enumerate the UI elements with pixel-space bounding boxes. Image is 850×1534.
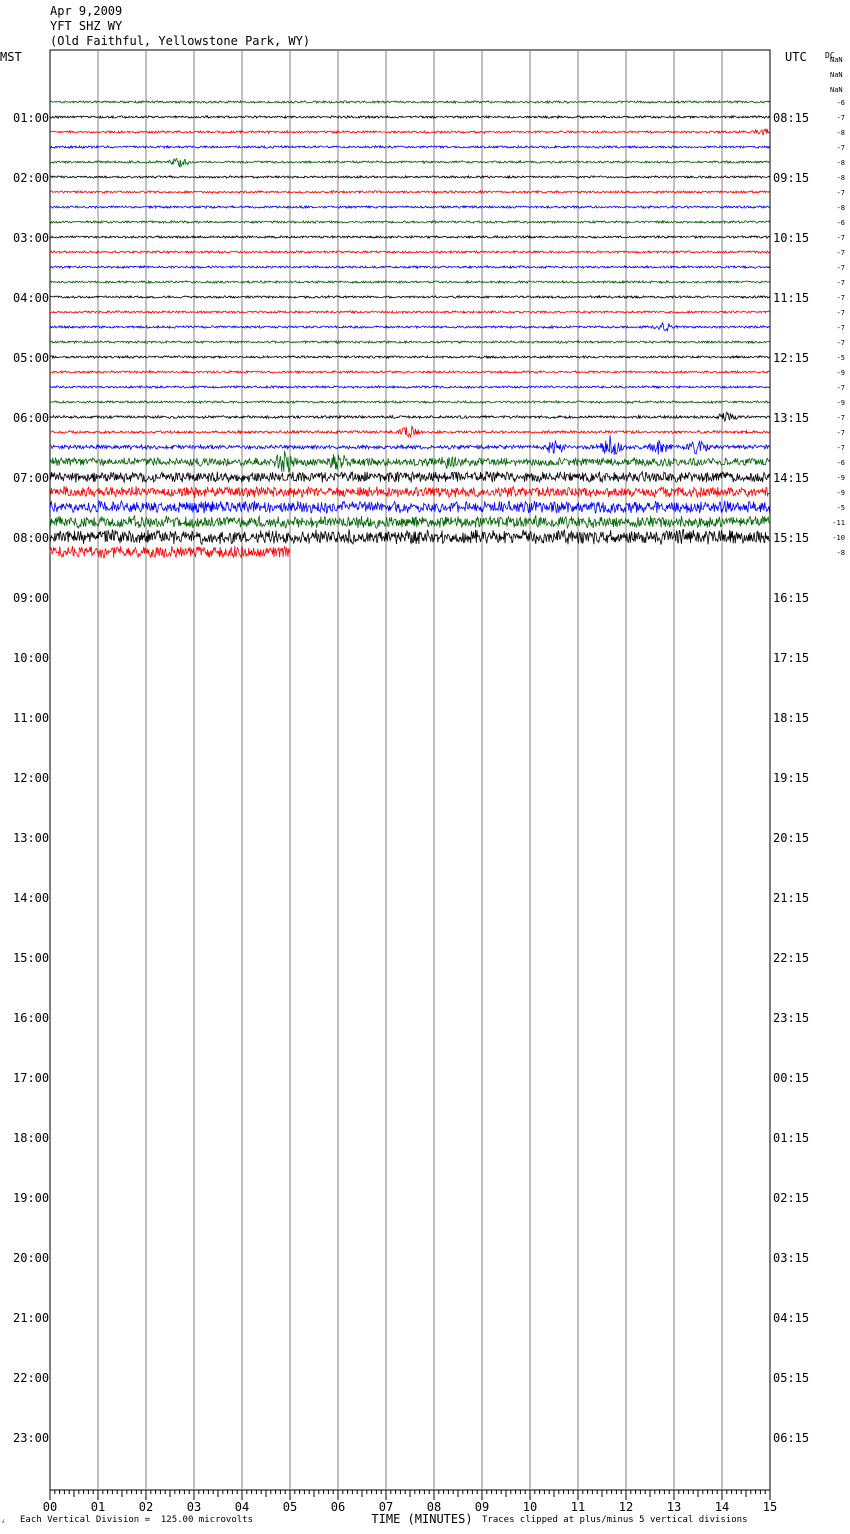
dc-offset-label: -7 — [836, 324, 845, 332]
utc-hour-label: 13:15 — [773, 411, 810, 425]
utc-hour-label: 14:15 — [773, 471, 810, 485]
minute-tick-label: 03 — [186, 1500, 202, 1514]
seismic-trace-24 — [50, 435, 770, 455]
minute-tick-label: 09 — [474, 1500, 490, 1514]
utc-hour-label: 20:15 — [773, 831, 810, 845]
scale-note: Each Vertical Division = 125.00 microvolts — [20, 1515, 253, 1525]
seismic-trace-25 — [50, 451, 770, 473]
seismic-trace-26 — [50, 472, 770, 483]
station-code: YFT SHZ WY — [50, 19, 123, 33]
mst-hour-label: 13:00 — [13, 831, 50, 845]
seismic-trace-14 — [50, 296, 770, 299]
utc-hour-label: 19:15 — [773, 771, 810, 785]
seismic-trace-27 — [50, 486, 770, 498]
seismic-trace-9 — [50, 221, 770, 224]
record-date: Apr 9,2009 — [50, 4, 123, 18]
minute-tick-label: 04 — [234, 1500, 250, 1514]
utc-hour-label: 16:15 — [773, 591, 810, 605]
seismic-trace-7 — [50, 191, 770, 194]
minute-tick-label: 02 — [138, 1500, 154, 1514]
dc-offset-label: -8 — [836, 129, 845, 137]
seismic-trace-16 — [50, 323, 770, 331]
mst-hour-label: 21:00 — [13, 1311, 50, 1325]
utc-hour-label: 02:15 — [773, 1191, 810, 1205]
dc-offset-label: -9 — [836, 489, 845, 497]
dc-offset-label: -10 — [832, 534, 845, 542]
seismic-trace-22 — [50, 412, 770, 421]
seismic-trace-11 — [50, 251, 770, 253]
dc-offset-label: -5 — [836, 504, 845, 512]
dc-offset-label: -7 — [836, 414, 845, 422]
dc-offset-label: -5 — [836, 354, 845, 362]
mst-hour-label: 15:00 — [13, 951, 50, 965]
utc-hour-label: 11:15 — [773, 291, 810, 305]
dc-offset-label: -9 — [836, 399, 845, 407]
mst-hour-label: 19:00 — [13, 1191, 50, 1205]
seismic-trace-20 — [50, 386, 770, 388]
seismic-trace-6 — [50, 176, 770, 178]
utc-hour-label: 18:15 — [773, 711, 810, 725]
utc-hour-label: 22:15 — [773, 951, 810, 965]
dc-nan-label: NaN — [830, 71, 843, 79]
seismic-trace-21 — [50, 401, 770, 404]
seismic-trace-1 — [50, 101, 770, 104]
dc-offset-label: -6 — [836, 459, 845, 467]
dc-offset-label: -9 — [836, 474, 845, 482]
seismic-trace-8 — [50, 206, 770, 208]
dc-offset-label: -7 — [836, 444, 845, 452]
corner-mark: ⁁ — [2, 1514, 5, 1524]
x-axis-title: TIME (MINUTES) — [371, 1512, 473, 1526]
utc-hour-label: 23:15 — [773, 1011, 810, 1025]
mst-hour-label: 10:00 — [13, 651, 50, 665]
dc-offset-label: -6 — [836, 219, 845, 227]
seismic-trace-13 — [50, 281, 770, 283]
dc-offset-label: -7 — [836, 144, 845, 152]
dc-offset-label: -7 — [836, 114, 845, 122]
clip-note: Traces clipped at plus/minus 5 vertical divisions — [482, 1515, 748, 1525]
utc-hour-label: 21:15 — [773, 891, 810, 905]
mst-hour-label: 05:00 — [13, 351, 50, 365]
axis-labels — [0, 50, 845, 1526]
dc-offset-label: -7 — [836, 309, 845, 317]
utc-hour-label: 08:15 — [773, 111, 810, 125]
dc-offset-label: -8 — [836, 204, 845, 212]
mst-hour-label: 16:00 — [13, 1011, 50, 1025]
seismic-trace-12 — [50, 266, 770, 269]
mst-hour-label: 01:00 — [13, 111, 50, 125]
mst-axis-title: MST — [0, 50, 22, 64]
mst-hour-label: 23:00 — [13, 1431, 50, 1445]
mst-hour-label: 03:00 — [13, 231, 50, 245]
utc-hour-label: 10:15 — [773, 231, 810, 245]
mst-hour-label: 08:00 — [13, 531, 50, 545]
dc-offset-label: -7 — [836, 339, 845, 347]
utc-hour-label: 04:15 — [773, 1311, 810, 1325]
mst-hour-label: 18:00 — [13, 1131, 50, 1145]
seismic-traces — [50, 101, 770, 559]
dc-offset-label: -7 — [836, 384, 845, 392]
mst-hour-label: 22:00 — [13, 1371, 50, 1385]
seismic-trace-2 — [50, 116, 770, 119]
dc-offset-label: -7 — [836, 294, 845, 302]
seismic-trace-18 — [50, 356, 770, 359]
minute-tick-label: 06 — [330, 1500, 346, 1514]
dc-offset-label: -9 — [836, 369, 845, 377]
minute-tick-label: 08 — [426, 1500, 442, 1514]
mst-hour-label: 09:00 — [13, 591, 50, 605]
mst-hour-label: 06:00 — [13, 411, 50, 425]
station-location: (Old Faithful, Yellowstone Park, WY) — [50, 34, 311, 48]
seismic-trace-30 — [50, 529, 770, 544]
dc-offset-label: -7 — [836, 234, 845, 242]
mst-hour-label: 17:00 — [13, 1071, 50, 1085]
utc-hour-label: 15:15 — [773, 531, 810, 545]
dc-axis-title: DC — [825, 51, 835, 60]
dc-offset-label: -8 — [836, 174, 845, 182]
dc-offset-label: -6 — [836, 99, 845, 107]
dc-offset-label: -11 — [832, 519, 845, 527]
dc-nan-label: NaN — [830, 56, 843, 64]
seismic-trace-28 — [50, 501, 770, 514]
dc-offset-label: -7 — [836, 264, 845, 272]
seismic-trace-3 — [50, 128, 770, 134]
minute-tick-label: 12 — [618, 1500, 634, 1514]
minute-tick-label: 11 — [570, 1500, 586, 1514]
dc-offset-label: -7 — [836, 249, 845, 257]
mst-hour-label: 12:00 — [13, 771, 50, 785]
minute-tick-label: 10 — [522, 1500, 538, 1514]
seismic-trace-31 — [50, 546, 289, 559]
dc-offset-label: -7 — [836, 189, 845, 197]
seismic-trace-29 — [50, 516, 770, 529]
utc-hour-label: 05:15 — [773, 1371, 810, 1385]
minute-tick-label: 01 — [90, 1500, 106, 1514]
seismic-trace-23 — [50, 426, 770, 437]
utc-hour-label: 12:15 — [773, 351, 810, 365]
seismic-trace-10 — [50, 236, 770, 239]
minute-tick-label: 05 — [282, 1500, 298, 1514]
utc-hour-label: 03:15 — [773, 1251, 810, 1265]
dc-nan-label: NaN — [830, 86, 843, 94]
mst-hour-label: 20:00 — [13, 1251, 50, 1265]
mst-hour-label: 14:00 — [13, 891, 50, 905]
minute-tick-label: 00 — [42, 1500, 58, 1514]
utc-hour-label: 06:15 — [773, 1431, 810, 1445]
minute-tick-label: 13 — [666, 1500, 682, 1514]
minute-tick-label: 15 — [762, 1500, 778, 1514]
mst-hour-label: 02:00 — [13, 171, 50, 185]
mst-hour-label: 07:00 — [13, 471, 50, 485]
utc-axis-title: UTC — [785, 50, 807, 64]
dc-offset-label: -7 — [836, 429, 845, 437]
mst-hour-label: 11:00 — [13, 711, 50, 725]
utc-hour-label: 01:15 — [773, 1131, 810, 1145]
dc-offset-label: -7 — [836, 279, 845, 287]
seismic-trace-19 — [50, 371, 770, 373]
seismic-trace-5 — [50, 158, 770, 166]
dc-offset-label: -8 — [836, 549, 845, 557]
minute-tick-label: 14 — [714, 1500, 730, 1514]
seismic-trace-4 — [50, 146, 770, 149]
utc-hour-label: 00:15 — [773, 1071, 810, 1085]
dc-offset-label: -8 — [836, 159, 845, 167]
mst-hour-label: 04:00 — [13, 291, 50, 305]
seismic-trace-17 — [50, 341, 770, 344]
minute-tick-label: 07 — [378, 1500, 394, 1514]
utc-hour-label: 09:15 — [773, 171, 810, 185]
utc-hour-label: 17:15 — [773, 651, 810, 665]
seismic-trace-15 — [50, 311, 770, 314]
